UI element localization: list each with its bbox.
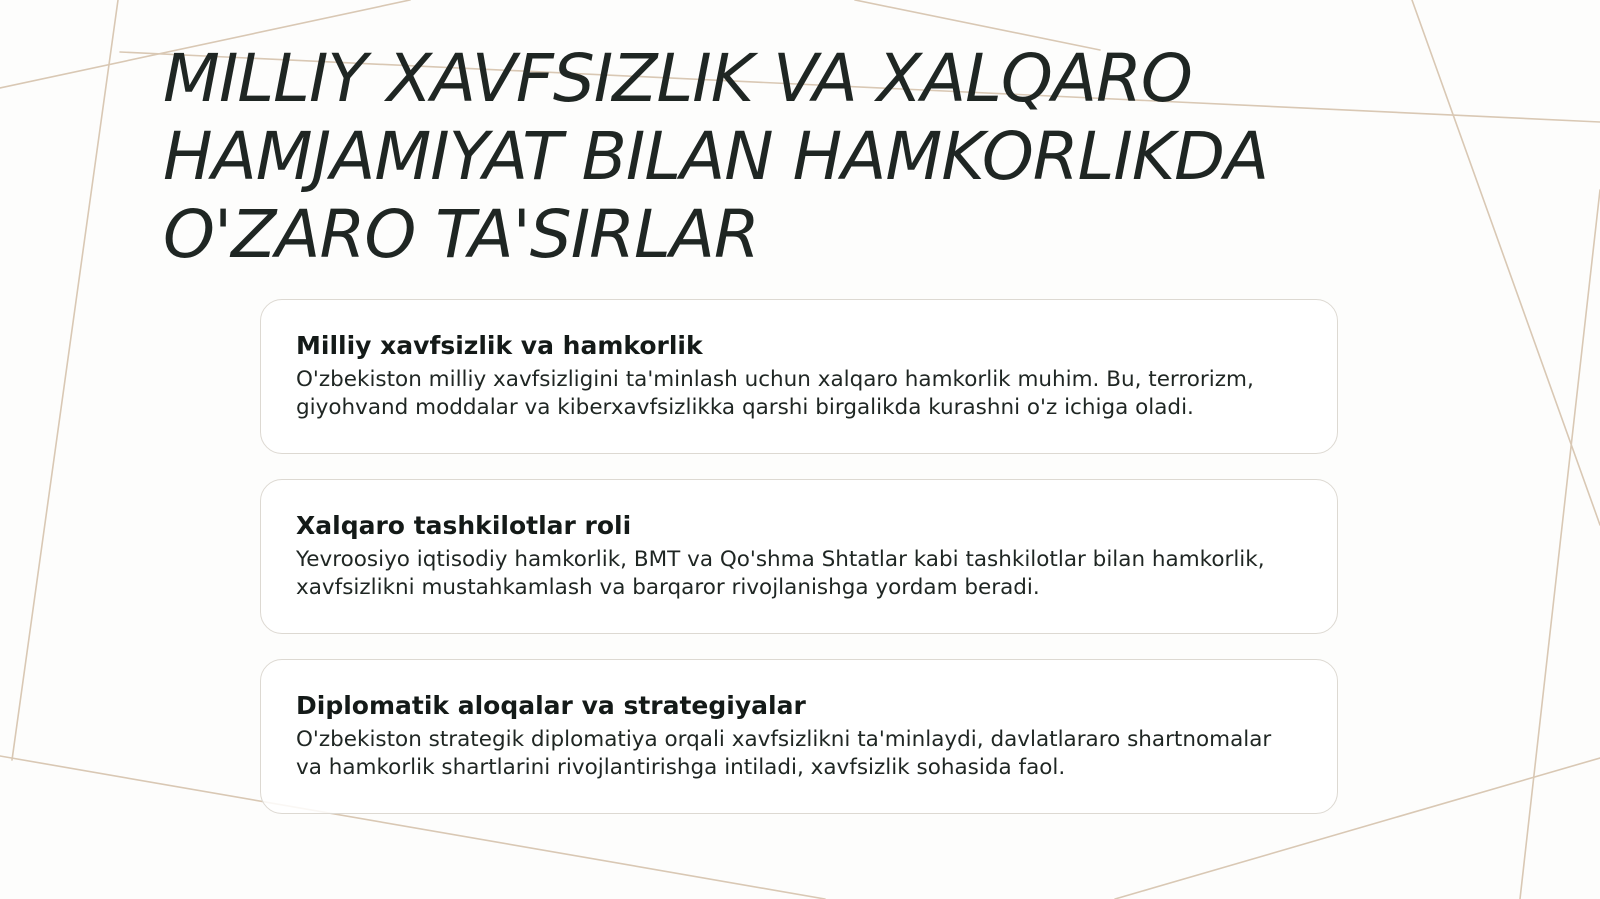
decor-line: [1520, 190, 1600, 899]
decor-line: [12, 0, 118, 760]
info-card: [260, 479, 1338, 634]
slide-title: MILLIY XAVFSIZLIK VA XALQARO HAMJAMIYAT BILAN HAMKORLIKDA O'ZARO TA'SIRLAR: [163, 40, 1269, 273]
card-text: O'zbekiston strategik diplomatiya orqali xavfsizlikni ta'minlaydi, davlatlararo shartnomalar va hamkorlik shartlarini rivojlantirishga intiladi, xavfsizlik sohasida faol.: [296, 727, 1272, 780]
card-heading: Diplomatik aloqalar va strategiyalar: [296, 691, 806, 720]
info-card: [260, 659, 1338, 814]
card-text: Yevroosiyo iqtisodiy hamkorlik, BMT va Qo'shma Shtatlar kabi tashkilotlar bilan hamkorlik, xavfsizlikni mustahkamlash va barqaror rivojlanishga yordam beradi.: [296, 547, 1265, 600]
card-heading: Xalqaro tashkilotlar roli: [296, 511, 632, 540]
card-text: O'zbekiston milliy xavfsizligini ta'minlash uchun xalqaro hamkorlik muhim. Bu, terrorizm, giyohvand moddalar va kiberxavfsizlikka qarshi birgalikda kurashni o'z ichiga oladi.: [296, 367, 1254, 420]
info-card: [260, 299, 1338, 454]
card-heading: Milliy xavfsizlik va hamkorlik: [296, 331, 703, 360]
